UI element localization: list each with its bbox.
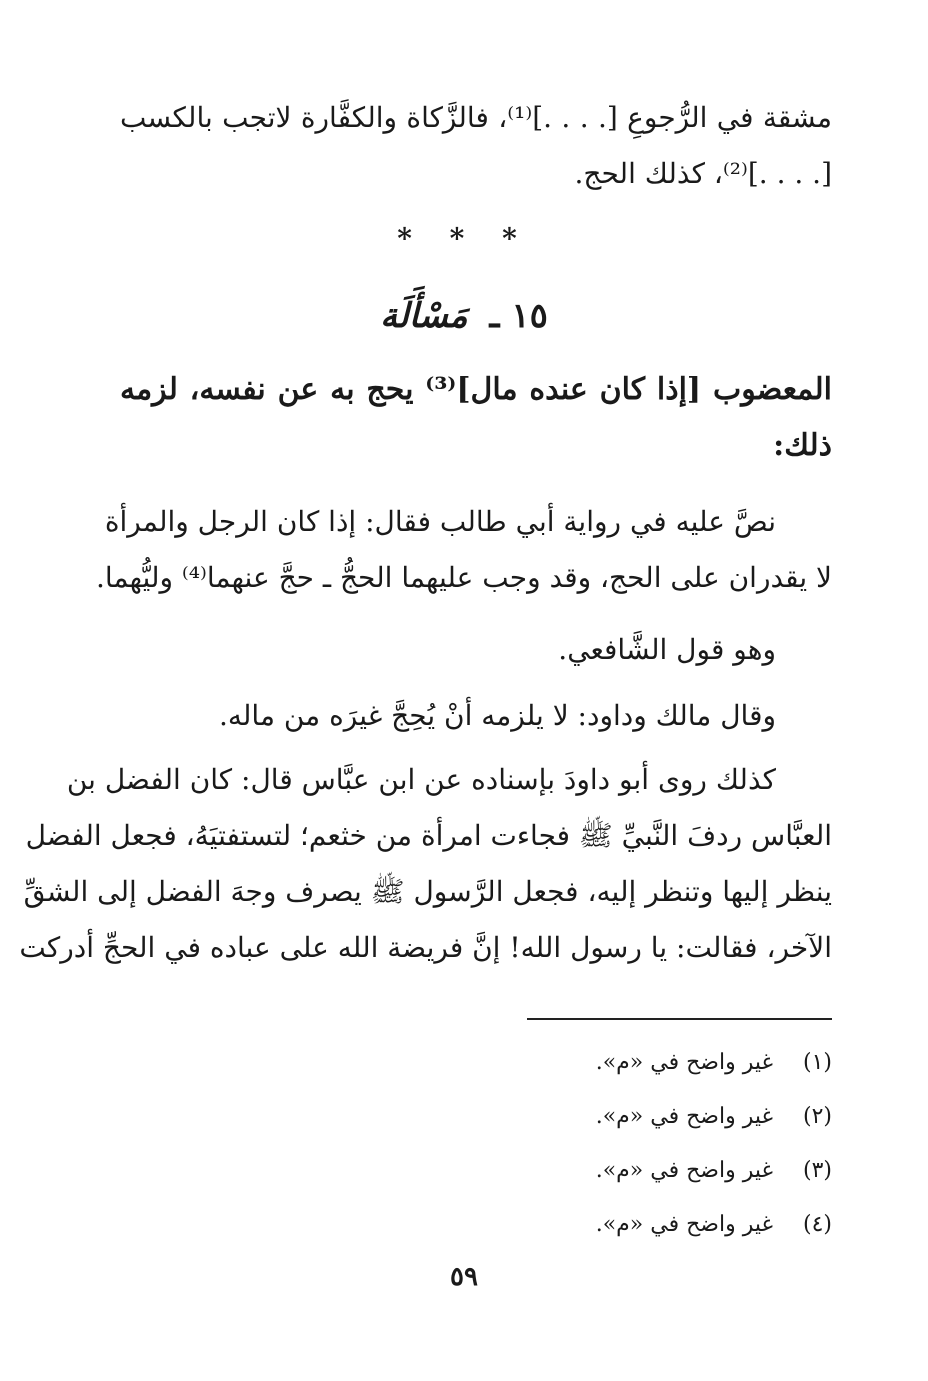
footnote bbox=[432, 1036, 832, 1090]
footnotes bbox=[432, 1036, 832, 1252]
paragraph-2 bbox=[120, 622, 832, 678]
footnote-text: غير واضح في «م». bbox=[595, 1212, 773, 1237]
section-heading bbox=[0, 296, 928, 336]
page-number: ٥٩ bbox=[450, 1262, 478, 1292]
footnote-text: غير واضح في «م». bbox=[595, 1104, 773, 1129]
footnote-number: (٢) bbox=[802, 1104, 832, 1129]
footnote-number: (٤) bbox=[802, 1212, 832, 1237]
text-line: مشقة في الرُّجوعِ [. . . .]⁽¹⁾، فالزَّكاة والكفَّارة لاتجب بالكسب bbox=[120, 101, 833, 134]
text-line: كذلك روى أبو داودَ بإسناده عن ابن عبَّاس قال: كان الفضل بن bbox=[66, 763, 776, 796]
section-separator: * * * bbox=[397, 222, 531, 255]
footnote bbox=[432, 1144, 832, 1198]
paragraph-1 bbox=[95, 494, 832, 606]
footnote-number: (٣) bbox=[802, 1158, 832, 1183]
text-line: المعضوب [إذا كان عنده مال]⁽³⁾ يحج به عن نفسه، لزمه bbox=[120, 372, 832, 407]
text-line: ينظر إليها وتنظر إليه، فجعل الرَّسول ﷺ يصرف وجهَ الفضل إلى الشقِّ bbox=[23, 875, 832, 908]
heading-title: مَسْأَلَة bbox=[380, 296, 468, 336]
text-line: ذلك: bbox=[773, 428, 832, 463]
text-line: نصَّ عليه في رواية أبي طالب فقال: إذا كان الرجل والمرأة bbox=[104, 505, 776, 538]
text-line: لا يقدران على الحج، وقد وجب عليهما الحجُّ ـ حجَّ عنهما⁽⁴⁾ وليُّهما. bbox=[95, 561, 832, 594]
text-line: وقال مالك وداود: لا يلزمه أنْ يُحِجَّ غيرَه من ماله. bbox=[218, 699, 776, 732]
paragraph-3 bbox=[120, 688, 832, 744]
heading-number: ١٥ ـ bbox=[489, 296, 548, 336]
footnote-number: (١) bbox=[802, 1050, 832, 1075]
text-line: وهو قول الشَّافعي. bbox=[558, 633, 776, 666]
top-paragraph bbox=[120, 90, 832, 202]
text-line: الآخر، فقالت: يا رسول الله! إنَّ فريضة الله على عباده في الحجِّ أدركت bbox=[19, 931, 832, 964]
footnote bbox=[432, 1198, 832, 1252]
text-line: [. . . .]⁽²⁾، كذلك الحج. bbox=[574, 157, 832, 190]
footnote bbox=[432, 1090, 832, 1144]
paragraph-4 bbox=[19, 752, 832, 976]
text-line: العبَّاس ردفَ النَّبيِّ ﷺ فجاءت امرأة من خثعم؛ لتستفتيَهُ، فجعل الفضل bbox=[25, 819, 832, 852]
footnote-text: غير واضح في «م». bbox=[595, 1158, 773, 1183]
footnote-text: غير واضح في «م». bbox=[595, 1050, 773, 1075]
footnote-divider bbox=[527, 1018, 832, 1020]
question-paragraph bbox=[120, 362, 832, 474]
